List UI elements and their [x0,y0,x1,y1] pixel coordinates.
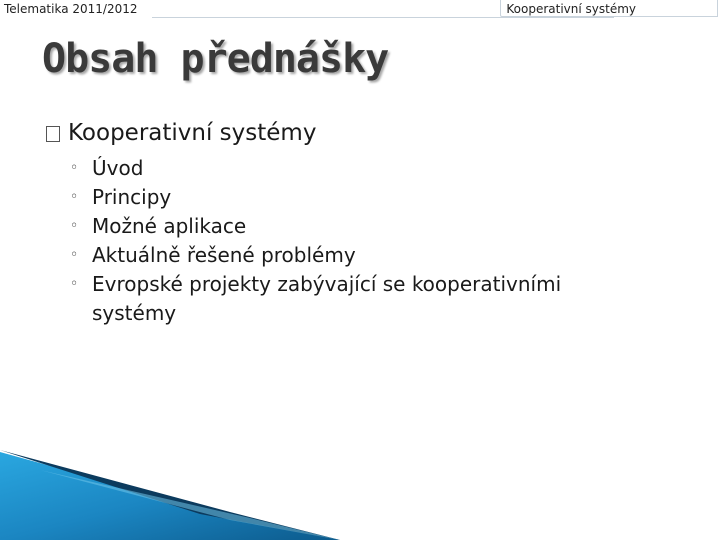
main-bullet-item [46,120,316,146]
ring-bullet-icon: ◦ [70,247,79,263]
list-item [70,241,630,270]
sub-bullet-list [70,154,630,328]
ring-bullet-icon: ◦ [70,189,79,205]
list-item [70,154,630,183]
ring-bullet-icon: ◦ [70,160,79,176]
corner-decoration [0,450,340,540]
main-bullet-label: Kooperativní systémy [68,120,317,146]
square-bullet-icon [46,126,60,142]
header-topic-label: Kooperativní systémy [506,2,636,16]
list-item-label: Principy [92,185,172,209]
ring-bullet-icon: ◦ [70,218,79,234]
list-item-label: Aktuálně řešené problémy [92,243,356,267]
slide-title: Obsah přednášky [42,36,389,82]
list-item-label: Možné aplikace [92,214,247,238]
list-item-label: Úvod [92,156,144,180]
list-item [70,270,630,328]
list-item-label: Evropské projekty zabývající se kooperativními systémy [92,272,562,325]
list-item [70,183,630,212]
header-course-label: Telematika 2011/2012 [4,2,138,16]
list-item [70,212,630,241]
header-divider [152,17,614,18]
ring-bullet-icon: ◦ [70,276,79,292]
